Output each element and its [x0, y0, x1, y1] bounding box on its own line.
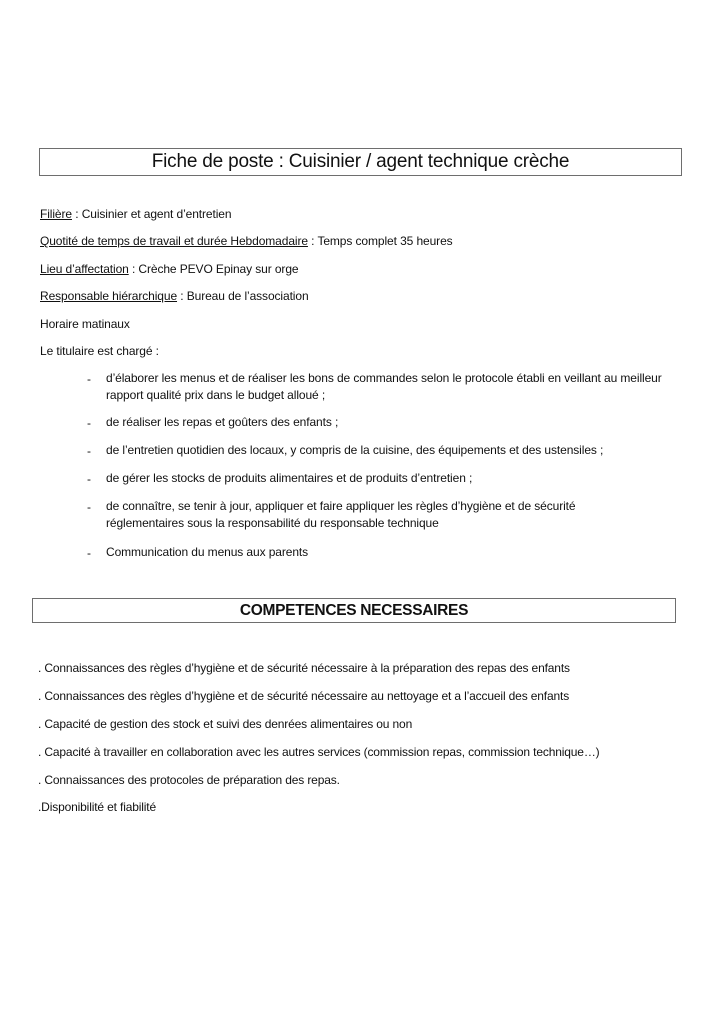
- field-separator: :: [307, 234, 318, 248]
- field-label: Quotité de temps de travail et durée Hebdomadaire: [40, 234, 308, 248]
- duty-item: Communication du menus aux parents: [106, 545, 309, 559]
- field-lieu-affectation: [40, 262, 298, 276]
- duty-item: de connaître, se tenir à jour, appliquer et faire appliquer les règles d’hygiène et de sécurité réglementaires sous la responsabilité du responsable technique: [106, 499, 576, 530]
- skill-item: .Disponibilité et fiabilité: [38, 800, 157, 814]
- skills-heading: COMPETENCES NECESSAIRES: [239, 601, 469, 619]
- duties-intro: Le titulaire est chargé :: [40, 344, 159, 358]
- field-label: Filière: [40, 207, 72, 221]
- skill-item: . Capacité à travailler en collaboration avec les autres services (commission repas, commission technique…): [38, 745, 600, 759]
- field-filiere: [40, 207, 231, 221]
- field-label: Lieu d’affectation: [40, 262, 129, 276]
- skill-item: . Connaissances des règles d’hygiène et de sécurité nécessaire à la préparation des repas des enfants: [38, 661, 570, 675]
- duty-item: de l’entretien quotidien des locaux, y compris de la cuisine, des équipements et des ustensiles ;: [106, 443, 604, 457]
- skill-item: . Capacité de gestion des stock et suivi des denrées alimentaires ou non: [38, 717, 413, 731]
- schedule-text: Horaire matinaux: [40, 317, 130, 331]
- document-title-box: [39, 148, 682, 176]
- skill-item: . Connaissances des protocoles de préparation des repas.: [38, 773, 340, 787]
- bullet-dash: -: [87, 500, 91, 514]
- field-quotite: [40, 234, 453, 248]
- bullet-dash: -: [87, 372, 91, 386]
- field-separator: :: [71, 207, 82, 221]
- field-label: Responsable hiérarchique: [40, 289, 178, 303]
- bullet-dash: -: [87, 546, 91, 560]
- bullet-dash: -: [87, 416, 91, 430]
- field-separator: :: [128, 262, 139, 276]
- document-title: Fiche de poste : Cuisinier / agent technique crèche: [151, 151, 570, 172]
- field-value: Crèche PEVO Epinay sur orge: [138, 262, 299, 276]
- duty-item: d’élaborer les menus et de réaliser les bons de commandes selon le protocole établi en veillant au meilleur rapport qualité prix dans le budget alloué ;: [106, 371, 662, 402]
- field-responsable: [40, 289, 309, 303]
- duty-item: de gérer les stocks de produits alimentaires et de produits d’entretien ;: [106, 471, 473, 485]
- field-value: Cuisinier et agent d’entretien: [81, 207, 232, 221]
- skills-heading-box: [32, 598, 676, 623]
- field-value: Temps complet 35 heures: [317, 234, 453, 248]
- field-value: Bureau de l’association: [186, 289, 309, 303]
- field-separator: :: [177, 289, 187, 303]
- bullet-dash: -: [87, 472, 91, 486]
- skill-item: . Connaissances des règles d’hygiène et de sécurité nécessaire au nettoyage et a l’accueil des enfants: [38, 689, 570, 703]
- bullet-dash: -: [87, 444, 91, 458]
- duty-item: de réaliser les repas et goûters des enfants ;: [106, 415, 339, 429]
